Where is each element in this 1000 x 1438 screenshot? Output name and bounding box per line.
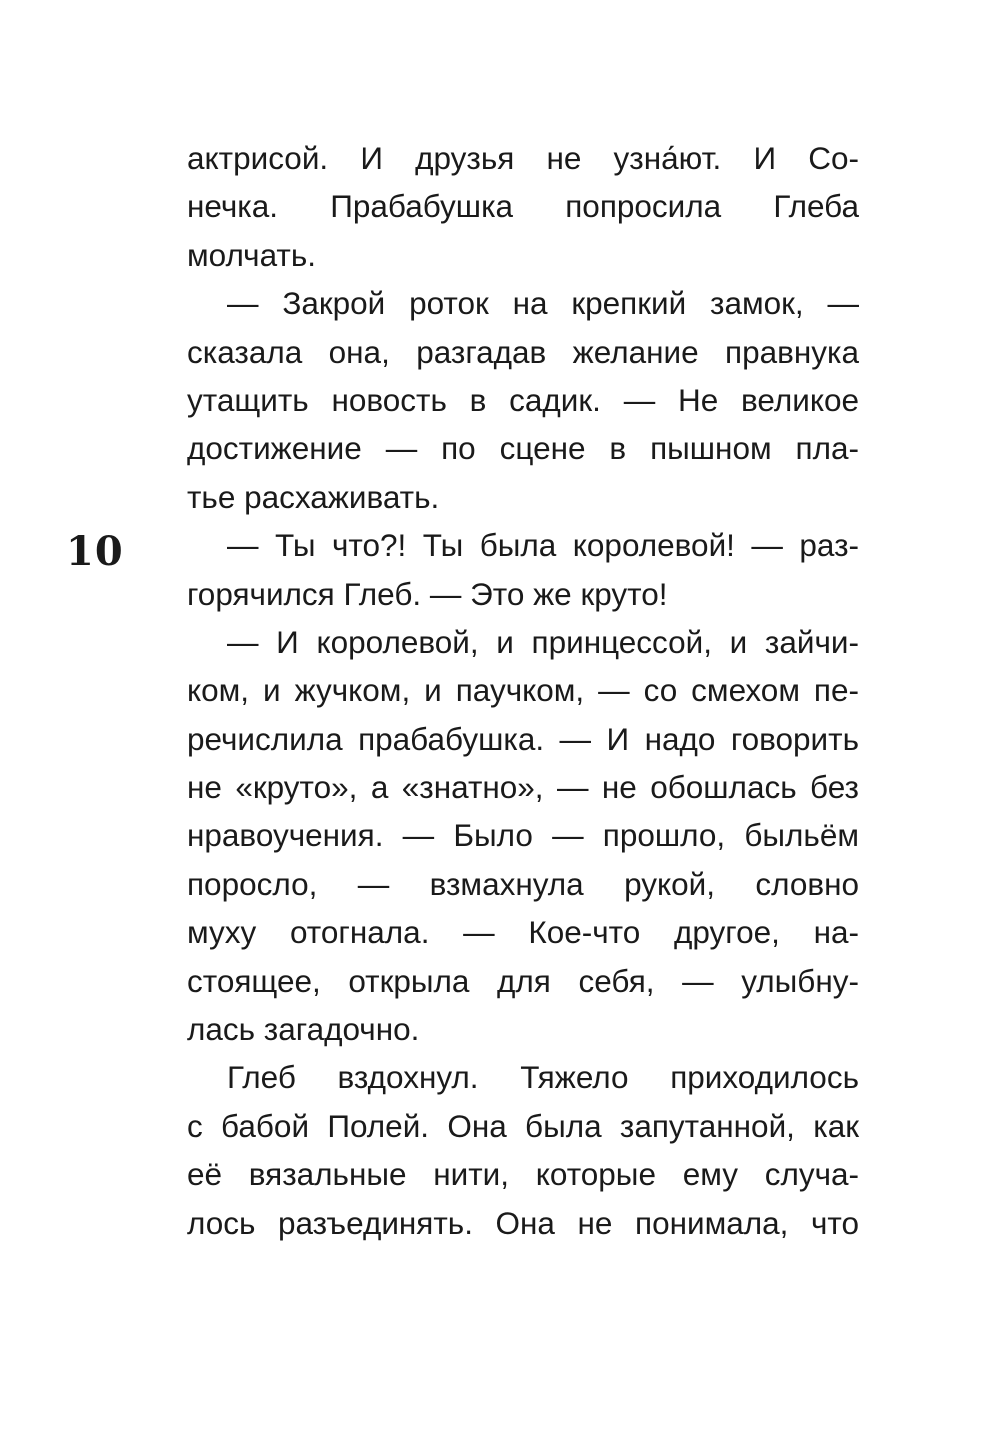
text-line: муху отогнала. — Кое-что другое, на-	[187, 914, 859, 951]
text-line: сказала она, разгадав желание правнука	[187, 333, 859, 370]
text-line: — Ты что?! Ты была королевой! — раз-	[227, 527, 859, 564]
text-line: горячился Глеб. — Это же круто!	[187, 575, 668, 612]
body-text	[187, 134, 859, 1247]
text-line: лась загадочно.	[187, 1011, 420, 1048]
text-line: стоящее, открыла для себя, — улыбну-	[187, 962, 859, 999]
text-line: речислила прабабушка. — И надо говорить	[187, 720, 859, 757]
text-line: её вязальные нити, которые ему случа-	[187, 1156, 859, 1193]
text-line: не «круто», а «знатно», — не обошлась без	[187, 769, 859, 806]
text-line: актрисой. И друзья не узна́ют. И Со-	[187, 140, 859, 176]
text-line: поросло, — взмахнула рукой, словно	[187, 865, 859, 902]
page-number: 10	[66, 528, 124, 575]
text-line: нравоучения. — Было — прошло, быльём	[187, 817, 859, 854]
text-line: Глеб вздохнул. Тяжело приходилось	[227, 1059, 859, 1096]
text-line: с бабой Полей. Она была запутанной, как	[187, 1107, 859, 1144]
text-line: утащить новость в садик. — Не великое	[187, 381, 859, 418]
text-line: ком, и жучком, и паучком, — со смехом пе-	[187, 672, 859, 709]
text-line: достижение — по сцене в пышном пла-	[187, 430, 859, 467]
text-line: — И королевой, и принцессой, и зайчи-	[227, 623, 859, 660]
text-line: — Закрой роток на крепкий замок, —	[227, 285, 859, 322]
text-line: лось разъединять. Она не понимала, что	[187, 1204, 859, 1241]
text-line: нечка. Прабабушка попросила Глеба	[187, 188, 859, 225]
text-line: тье расхаживать.	[187, 478, 440, 515]
text-line: молчать.	[187, 236, 316, 273]
